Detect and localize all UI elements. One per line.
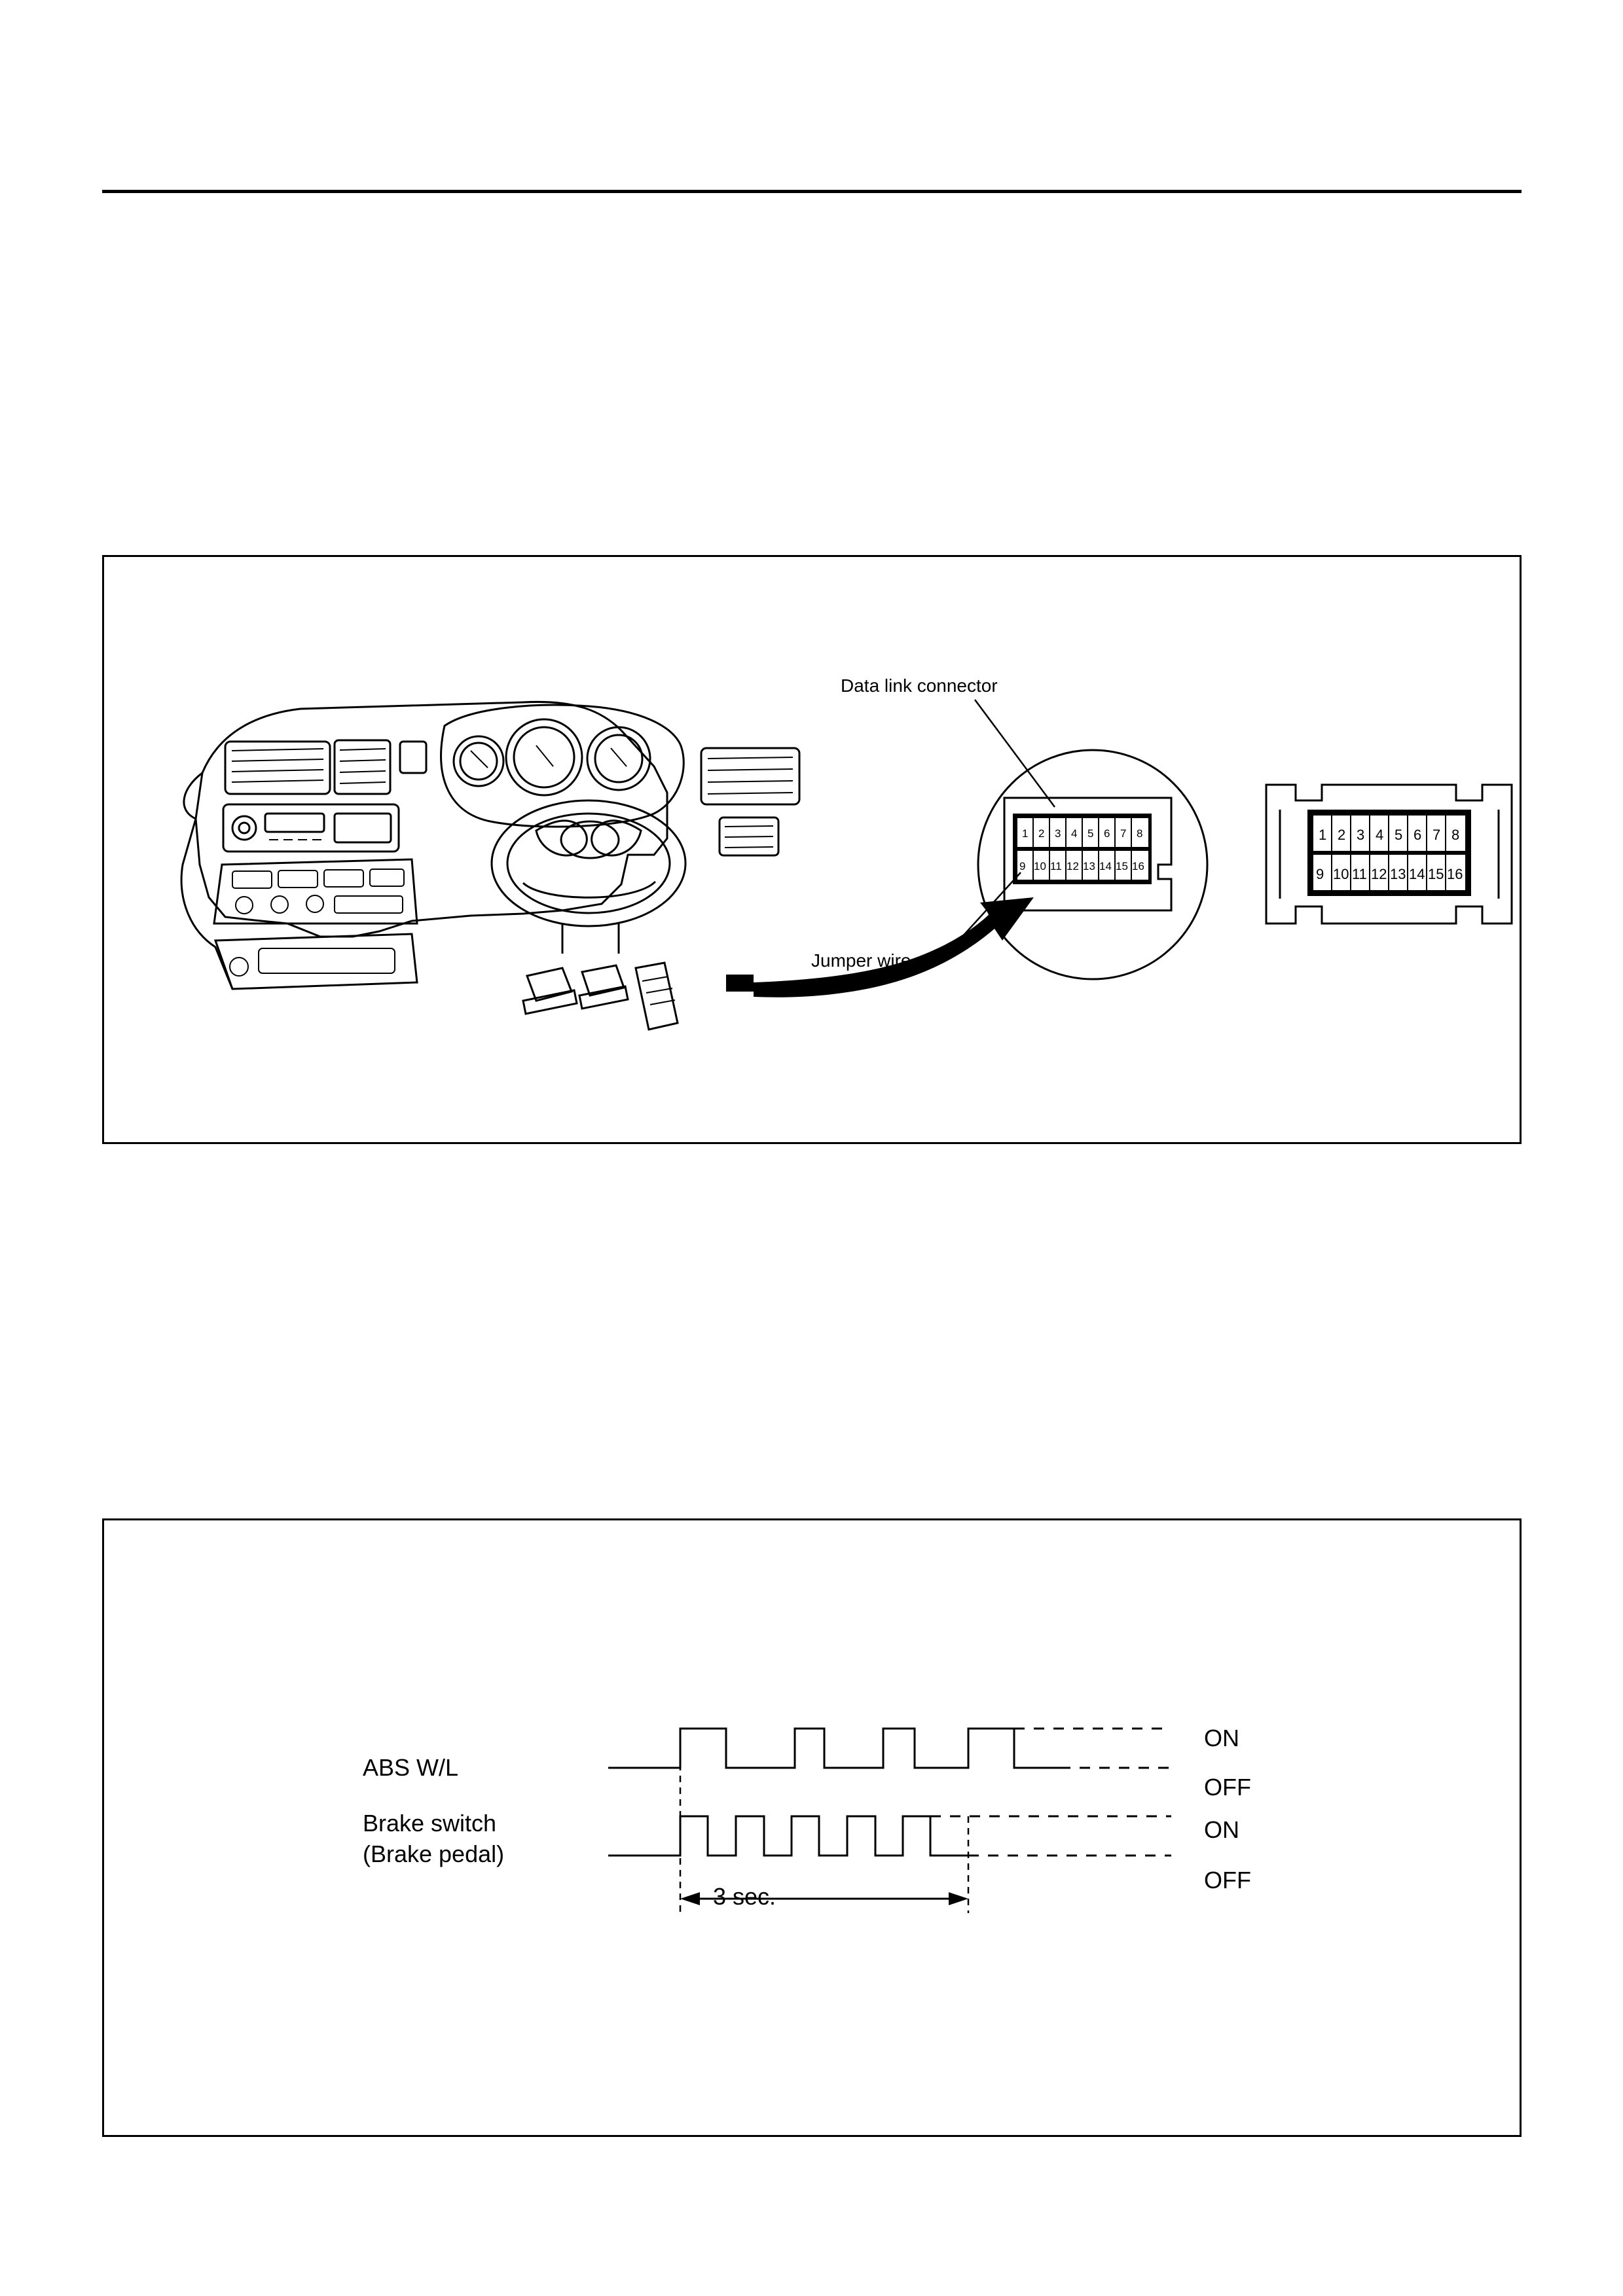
svg-text:13: 13 (1083, 860, 1095, 872)
timing-chart-graphic (104, 1520, 1520, 2135)
svg-text:7: 7 (1432, 827, 1441, 843)
svg-text:13: 13 (1390, 866, 1406, 882)
svg-text:15: 15 (1116, 860, 1128, 872)
svg-text:6: 6 (1104, 827, 1110, 840)
label-duration: 3 sec. (713, 1883, 776, 1910)
label-abs-warning-light: ABS W/L (363, 1754, 459, 1781)
label-on-top: ON (1204, 1725, 1239, 1751)
label-off-bottom: OFF (1204, 1867, 1251, 1893)
figure-data-link-connector (102, 555, 1522, 1144)
label-brake-pedal: (Brake pedal) (363, 1840, 505, 1867)
svg-text:14: 14 (1099, 860, 1112, 872)
connector-magnified (1004, 798, 1171, 910)
svg-text:5: 5 (1087, 827, 1094, 840)
svg-text:4: 4 (1376, 827, 1384, 843)
svg-text:7: 7 (1120, 827, 1127, 840)
svg-text:3: 3 (1055, 827, 1061, 840)
dlc-under-dash (726, 975, 754, 992)
svg-text:14: 14 (1409, 866, 1425, 882)
svg-text:12: 12 (1067, 860, 1079, 872)
figure-timing-chart (102, 1518, 1522, 2137)
label-jumper-wire: Jumper wire (811, 950, 911, 971)
svg-text:8: 8 (1451, 827, 1460, 843)
svg-text:8: 8 (1137, 827, 1143, 840)
label-data-link-connector: Data link connector (841, 675, 998, 696)
connector-pinout-diagram (1266, 785, 1512, 924)
svg-text:3: 3 (1357, 827, 1365, 843)
header-rule (102, 190, 1522, 193)
svg-text:11: 11 (1352, 866, 1367, 882)
svg-text:1: 1 (1319, 827, 1327, 843)
svg-text:5: 5 (1395, 827, 1403, 843)
svg-text:1: 1 (1022, 827, 1029, 840)
svg-text:11: 11 (1050, 860, 1062, 872)
svg-text:15: 15 (1428, 866, 1444, 882)
callout-arrow (754, 897, 1034, 997)
svg-text:10: 10 (1034, 860, 1046, 872)
svg-text:16: 16 (1132, 860, 1144, 872)
svg-text:12: 12 (1371, 866, 1387, 882)
label-on-bottom: ON (1204, 1816, 1239, 1843)
dashboard-illustration (104, 557, 1520, 1142)
svg-text:10: 10 (1333, 866, 1349, 882)
label-off-top: OFF (1204, 1774, 1251, 1801)
svg-text:2: 2 (1038, 827, 1045, 840)
svg-text:6: 6 (1413, 827, 1422, 843)
label-brake-switch: Brake switch (363, 1810, 497, 1837)
svg-text:16: 16 (1447, 866, 1463, 882)
svg-text:4: 4 (1071, 827, 1078, 840)
svg-text:2: 2 (1338, 827, 1346, 843)
svg-text:9: 9 (1316, 866, 1324, 882)
svg-text:9: 9 (1019, 860, 1026, 872)
